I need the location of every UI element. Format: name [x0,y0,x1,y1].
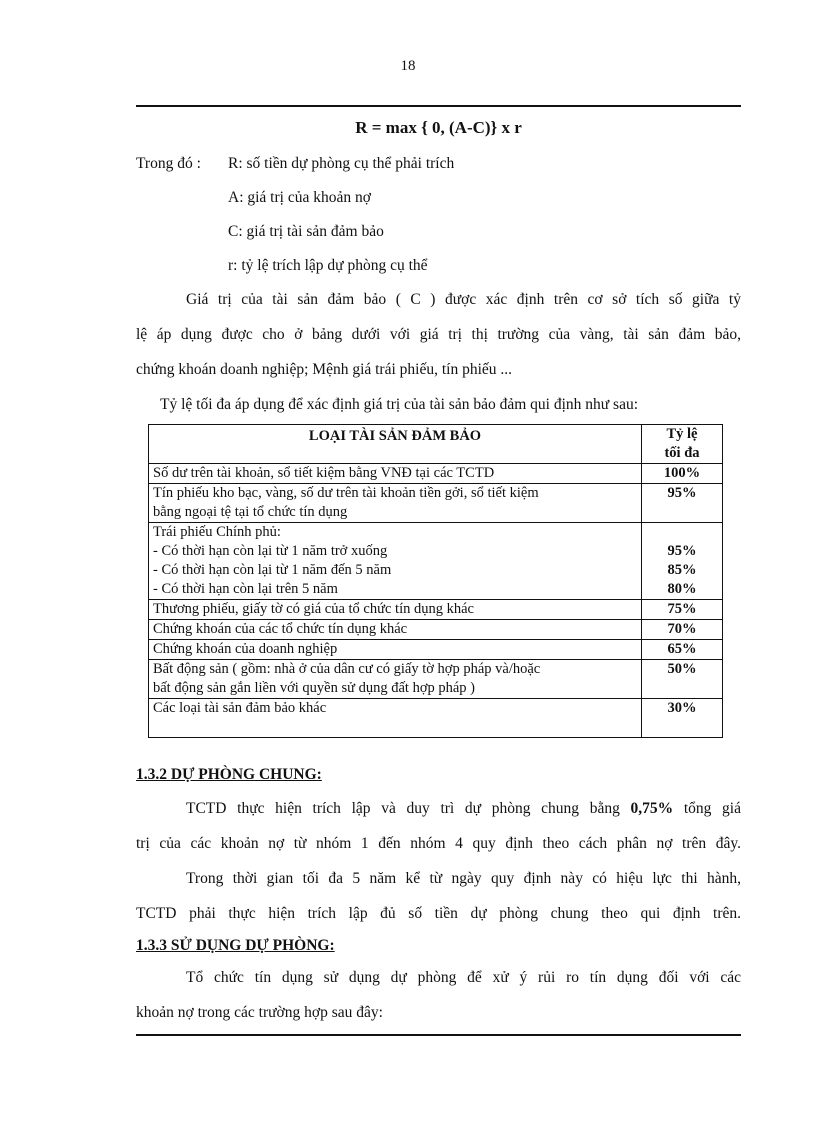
paragraph-line: Trong thời gian tối đa 5 năm kể từ ngày quy định này có hiệu lực thi hành, [186,870,741,887]
asset-cell [149,464,642,484]
section-heading-use-of-provision: 1.3.3 SỬ DỤNG DỰ PHÒNG: [136,937,335,954]
header-rate-line: Tỷ lệ [666,426,698,442]
paragraph-line: chứng khoán doanh nghiệp; Mệnh giá trái phiếu, tín phiếu ... [136,361,513,378]
table-row [149,484,723,523]
paragraph-line: TCTD phải thực hiện trích lập đủ số tiền dự phòng chung theo qui định trên. [136,905,741,922]
asset-line: - Có thời hạn còn lại từ 1 năm trở xuống [153,543,388,559]
rate-value: 80% [667,581,697,597]
rate-cell [642,699,723,738]
table-row [149,523,723,600]
asset-cell [149,699,642,738]
asset-line: bằng ngoại tệ tại tổ chức tín dụng [153,504,348,520]
asset-cell [149,484,642,523]
asset-cell [149,640,642,660]
asset-line: Trái phiếu Chính phủ: [153,524,281,540]
table-intro: Tỷ lệ tối đa áp dụng để xác định giá trị của tài sản bảo đảm qui định như sau: [160,396,639,413]
asset-line: bất động sản gắn liền với quyền sử dụng đất hợp pháp ) [153,680,476,696]
definition-r: R: số tiền dự phòng cụ thể phải trích [228,155,455,172]
table-header-row [149,425,723,464]
asset-line: - Có thời hạn còn lại từ 1 năm đến 5 năm [153,562,392,578]
rate-cell [642,484,723,523]
rate-cell [642,620,723,640]
asset-line: Số dư trên tài khoản, sổ tiết kiệm bằng VNĐ tại các TCTD [153,465,495,481]
paragraph-line: trị của các khoản nợ từ nhóm 1 đến nhóm 4 quy định theo cách phân nợ trên đây. [136,835,741,852]
section-heading-general-provision: 1.3.2 DỰ PHÒNG CHUNG: [136,766,322,783]
asset-line: Chứng khoán của các tổ chức tín dụng khác [153,621,408,637]
rate-value: 100% [663,465,701,481]
rate-value: 95% [667,485,697,501]
paragraph-line: Giá trị của tài sản đảm bảo ( C ) được xác định trên cơ sở tích số giữa tỷ [186,291,741,308]
rate-cell [642,660,723,699]
rate-value: 75% [667,601,697,617]
collateral-rate-table [148,424,723,738]
asset-line: Thương phiếu, giấy tờ có giá của tổ chức tín dụng khác [153,601,474,617]
asset-line: Bất động sản ( gồm: nhà ở của dân cư có giấy tờ hợp pháp và/hoặc [153,661,541,677]
paragraph-line: Tổ chức tín dụng sử dụng dự phòng để xử ý rủi ro tín dụng đối với các [186,969,741,986]
asset-line: - Có thời hạn còn lại trên 5 năm [153,581,338,597]
asset-cell [149,660,642,699]
header-rate-line: tối đa [664,445,700,461]
rate-cell [642,600,723,620]
rate-cell [642,523,723,600]
table-row [149,699,723,738]
asset-line: Tín phiếu kho bạc, vàng, số dư trên tài khoản tiền gởi, sổ tiết kiệm [153,485,539,501]
formula: R = max { 0, (A-C)} x r [355,118,522,137]
table-row [149,464,723,484]
rate-value: 85% [667,562,697,578]
text-run: tổng giá [673,800,741,817]
paragraph-line: khoản nợ trong các trường hợp sau đây: [136,1004,383,1021]
header-max-rate [642,425,723,464]
header-asset-type: LOẠI TÀI SẢN ĐẢM BẢO [149,425,642,464]
definitions-label: Trong đó : [136,155,201,172]
definition-rate: r: tỷ lệ trích lập dự phòng cụ thể [228,257,428,274]
asset-cell [149,620,642,640]
asset-cell [149,523,642,600]
asset-line: Chứng khoán của doanh nghiệp [153,641,338,657]
definition-c: C: giá trị tài sản đảm bảo [228,223,384,240]
rate-value: 50% [667,661,697,677]
provision-rate: 0,75% [630,800,674,817]
table-row [149,640,723,660]
table-row [149,600,723,620]
rate-value: 95% [667,543,697,559]
table-row [149,660,723,699]
rate-cell [642,640,723,660]
paragraph-line: lệ áp dụng được cho ở bảng dưới với giá trị thị trường của vàng, tài sản đảm bảo, [136,326,741,343]
header-rule [136,105,741,107]
footer-rule [136,1034,741,1036]
rate-cell [642,464,723,484]
page-number: 18 [400,58,416,74]
rate-value: 70% [667,621,697,637]
definition-a: A: giá trị của khoản nợ [228,189,371,206]
text-run: TCTD thực hiện trích lập và duy trì dự phòng chung bằng [186,800,631,817]
table-row [149,620,723,640]
asset-cell [149,600,642,620]
asset-line: Các loại tài sản đảm bảo khác [153,700,327,716]
paragraph-line [186,800,741,818]
rate-value: 65% [667,641,697,657]
rate-value: 30% [667,700,697,716]
